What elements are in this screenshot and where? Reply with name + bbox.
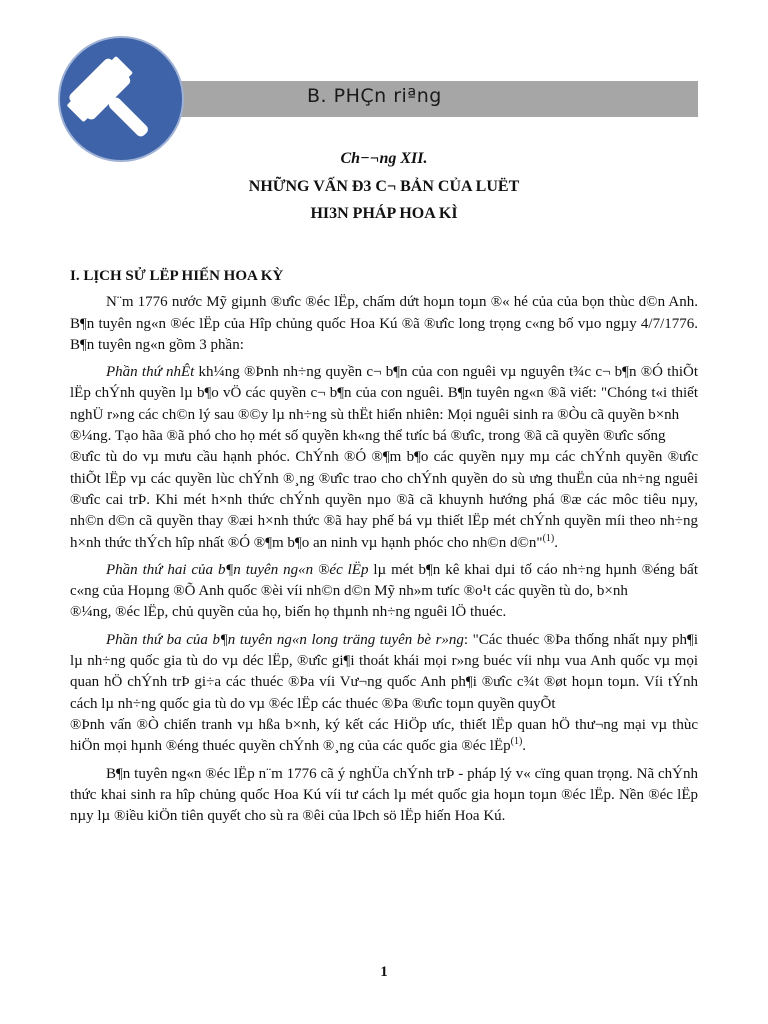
paragraph-4-text: : "Các thuéc ®Þa thống nhất nµy ph¶i lµ nh÷ng quốc gia tù do vµ déc lËp, ®ưîc gi¶i thoát khái mọi r»ng buéc víi nhµ vua Anh quốc vµ mọi quan hÖ chÝnh trÞ gi÷a các thuéc ®Þa víi Vư¬ng quốc Anh ph¶i ®ưîc c¾t ®øt hoµn toµn. Víi tÝnh cách lµ nh÷ng quốc gia tù do vµ ®éc lËp các thuéc ®Þa ®ưîc toµn quyền quyÕt <box>70 631 698 712</box>
paragraph-3-emphasis: Phần thứ hai của b¶n tuyên ng«n ®éc lËp <box>106 561 369 578</box>
gavel-icon <box>60 38 182 160</box>
paragraph-1: N¨m 1776 nước Mỹ giµnh ®ưîc ®éc lËp, chấm dứt hoµn toµn ®« hé của của bọn thùc d©n Anh. B¶n tuyên ng«n ®éc lËp của Hîp chủng quốc Hoa Kú ®ã ®ưîc long trọng c«ng bố vµo ngµy 4/7/1776. B¶n tuyên ng«n gồm 3 phần: <box>70 294 698 353</box>
section-heading: I. LỊCH SỬ LËP HIẾN HOA KỲ <box>70 268 284 284</box>
document-body <box>70 266 698 833</box>
paragraph-2-tail: ®ưîc tù do vµ mưu cầu hạnh phóc. ChÝnh ®Ó ®¶m b¶o các quyền nµy mµ các chÝnh quyền ®ưîc thiÕt lËp vµ các quyền lùc chÝnh ®¸ng ®ưîc trao cho chÝnh quyền do sù ưng thuËn của nh÷ng nguêi ®ưîc cai trÞ. Khi mét h×nh thức chÝnh quyền nµo ®ã cã khuynh hướng phá ®æ các môc tiêu nµy, nh©n d©n cã quyền thay ®æi h×nh thức ®ã hay phế bá vµ thiết lËp mét chÝnh quyền míi theo nh÷ng h×nh thức thÝch hîp nhất ®Ó ®¶m b¶o an ninh vµ hạnh phóc cho nh©n d©n" <box>70 449 698 551</box>
paragraph-2 <box>70 362 698 426</box>
footnote-ref: (1) <box>510 736 523 748</box>
page-number: 1 <box>380 964 388 980</box>
paragraph-2-continued: ®¼ng. Tạo hãa ®ã phó cho họ mét số quyền kh«ng thể tưíc bá ®ưîc, trong ®ã cã quyền ®ưîc sống <box>70 428 666 445</box>
footnote-ref: (1) <box>542 532 555 544</box>
paragraph-5: B¶n tuyên ng«n ®éc lËp n¨m 1776 cã ý nghÜa chÝnh trÞ - pháp lý v« cïng quan trọng. Nã chÝnh thức khai sinh ra hîp chủng quốc Hoa Kú víi tư cách lµ mét quốc gia hoµn toµn ®éc lËp. Nền ®éc lËp nµy lµ ®iều kiÖn tiên quyết cho sù ra ®êi của lÞch sö lËp hiến Hoa Kú. <box>70 765 698 825</box>
paragraph-3-continued: ®¼ng, ®éc lËp, chủ quyền của họ, biến họ thµnh nh÷ng nguêi lÖ thuéc. <box>70 604 507 621</box>
paragraph-2-end: . <box>554 534 558 551</box>
paragraph-4-end: . <box>522 738 527 755</box>
chapter-title-line2: HI3N PHÁP HOA KÌ <box>310 205 458 222</box>
paragraph-4-emphasis: Phần thứ ba của b¶n tuyên ng«n long träng tuyên bè r»ng <box>106 631 464 648</box>
paragraph-3 <box>70 560 698 603</box>
paragraph-2-emphasis: Phần thứ nhÊt <box>106 364 195 381</box>
gavel-logo <box>58 36 184 162</box>
paragraph-2-text: kh¼ng ®Þnh nh÷ng quyền c¬ b¶n của con nguêi vµ nguyên t¾c c¬ b¶n ®Ó thiÕt lËp chÝnh quyền lµ b¶o vÖ các quyền c¬ b¶n của con nguêi. B¶n tuyên ng«n ®ã viết: "Chóng t«i thiết nghÜ r»ng các ch©n lý sau ®©y lµ nh÷ng sù thËt hiển nhiên: Mọi nguêi sinh ra ®Òu cã quyền b×nh <box>70 364 698 423</box>
chapter-title-line1: NHỮNG VẤN Đ3 C¬ BẢN CỦA LUËT <box>248 178 520 195</box>
chapter-label: Ch−¬ng XII. <box>340 150 428 167</box>
paragraph-2-continued-2 <box>70 447 698 553</box>
paragraph-4 <box>70 630 698 715</box>
paragraph-4-tail: ®Þnh vấn ®Ò chiến tranh vµ hßa b×nh, ký kết các HiÖp ưíc, thiết lËp quan hÖ thư¬ng mại vµ thùc hiÖn mọi hµnh ®éng thuéc quyền chÝnh ®¸ng của các quốc gia ®éc lËp <box>70 716 698 755</box>
banner-title: B. PHÇn riªng <box>307 85 442 107</box>
header-banner <box>170 81 698 117</box>
paragraph-3-text: lµ mét b¶n kê khai dµi tố cáo nh÷ng hµnh ®éng bất c«ng của Hoµng ®Õ Anh quốc ®èi víi nh©n d©n Mỹ nh»m tưíc ®o¹t các quyền tù do, b×nh <box>70 561 698 600</box>
paragraph-4-continued <box>70 715 698 758</box>
